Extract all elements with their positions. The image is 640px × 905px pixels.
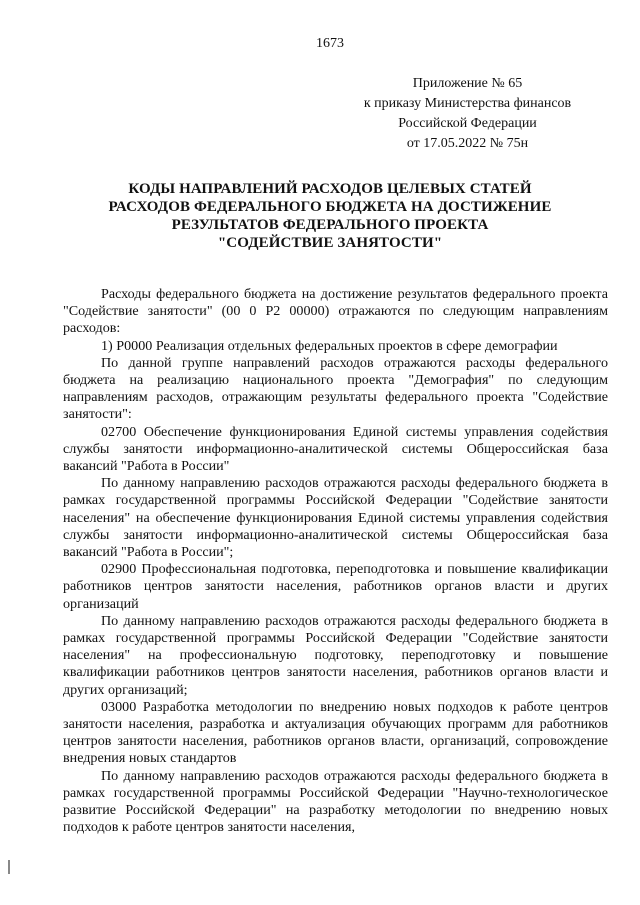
body-paragraph: По данному направлению расходов отражаются расходы федерального бюджета в рамках государственной программы Российской Федерации "Содействие занятости населения" на обеспечение функционирования Единой системы управления содействия службы занятости информационно-аналитической системы Общероссийская база вакансий "Работа в России";: [63, 475, 608, 561]
body-paragraph: По данному направлению расходов отражаются расходы федерального бюджета в рамках государственной программы Российской Федерации "Содействие занятости населения" на профессиональную подготовку, переподготовку и повышение квалификации работников центров занятости населения, работников органов власти и других организаций;: [63, 612, 608, 698]
body-paragraph: 02700 Обеспечение функционирования Единой системы управления содействия службы занятости информационно-аналитической системы Общероссийская база вакансий "Работа в России": [63, 423, 608, 475]
body-paragraph: Расходы федерального бюджета на достижение результатов федерального проекта "Содействие занятости" (00 0 Р2 00000) отражаются по следующим направлениям расходов:: [63, 286, 608, 337]
title-line: РЕЗУЛЬТАТОВ ФЕДЕРАЛЬНОГО ПРОЕКТА: [171, 217, 489, 233]
appendix-line: Приложение № 65: [412, 76, 523, 91]
appendix-line: от 17.05.2022 № 75н: [406, 136, 529, 151]
body-paragraph: 03000 Разработка методологии по внедрению новых подходов к работе центров занятости населения, разработка и актуализация обучающих программ для работников центров занятости населения, работников органов власти, организаций, сопровождение внедрения новых стандартов: [63, 698, 608, 767]
body-paragraph: По данной группе направлений расходов отражаются расходы федерального бюджета на реализацию национального проекта "Демография" по следующим направлениям расходов, отражающим результаты федерального проекта "Содействие занятости":: [63, 354, 608, 423]
body-paragraph: По данному направлению расходов отражаются расходы федерального бюджета в рамках государственной программы Российской Федерации "Научно-технологическое развитие Российской Федерации" на разработку методологии по внедрению новых подходов к работе центров занятости населения,: [63, 767, 608, 836]
title-line: РАСХОДОВ ФЕДЕРАЛЬНОГО БЮДЖЕТА НА ДОСТИЖЕНИЕ: [108, 199, 552, 215]
title-line: "СОДЕЙСТВИЕ ЗАНЯТОСТИ": [217, 235, 443, 251]
body-paragraph: 1) Р0000 Реализация отдельных федеральных проектов в сфере демографии: [101, 337, 558, 354]
appendix-line: Российской Федерации: [398, 116, 537, 131]
document-title: [90, 180, 570, 252]
title-line: КОДЫ НАПРАВЛЕНИЙ РАСХОДОВ ЦЕЛЕВЫХ СТАТЕЙ: [128, 181, 532, 197]
page-number: 1673: [316, 36, 344, 51]
body-paragraph: 02900 Профессиональная подготовка, переподготовка и повышение квалификации работников центров занятости населения, работников органов власти и других организаций: [63, 561, 608, 612]
document-body: [63, 286, 608, 837]
appendix-header: [350, 74, 585, 154]
scan-margin-mark: [8, 860, 10, 874]
appendix-line: к приказу Министерства финансов: [363, 96, 572, 111]
